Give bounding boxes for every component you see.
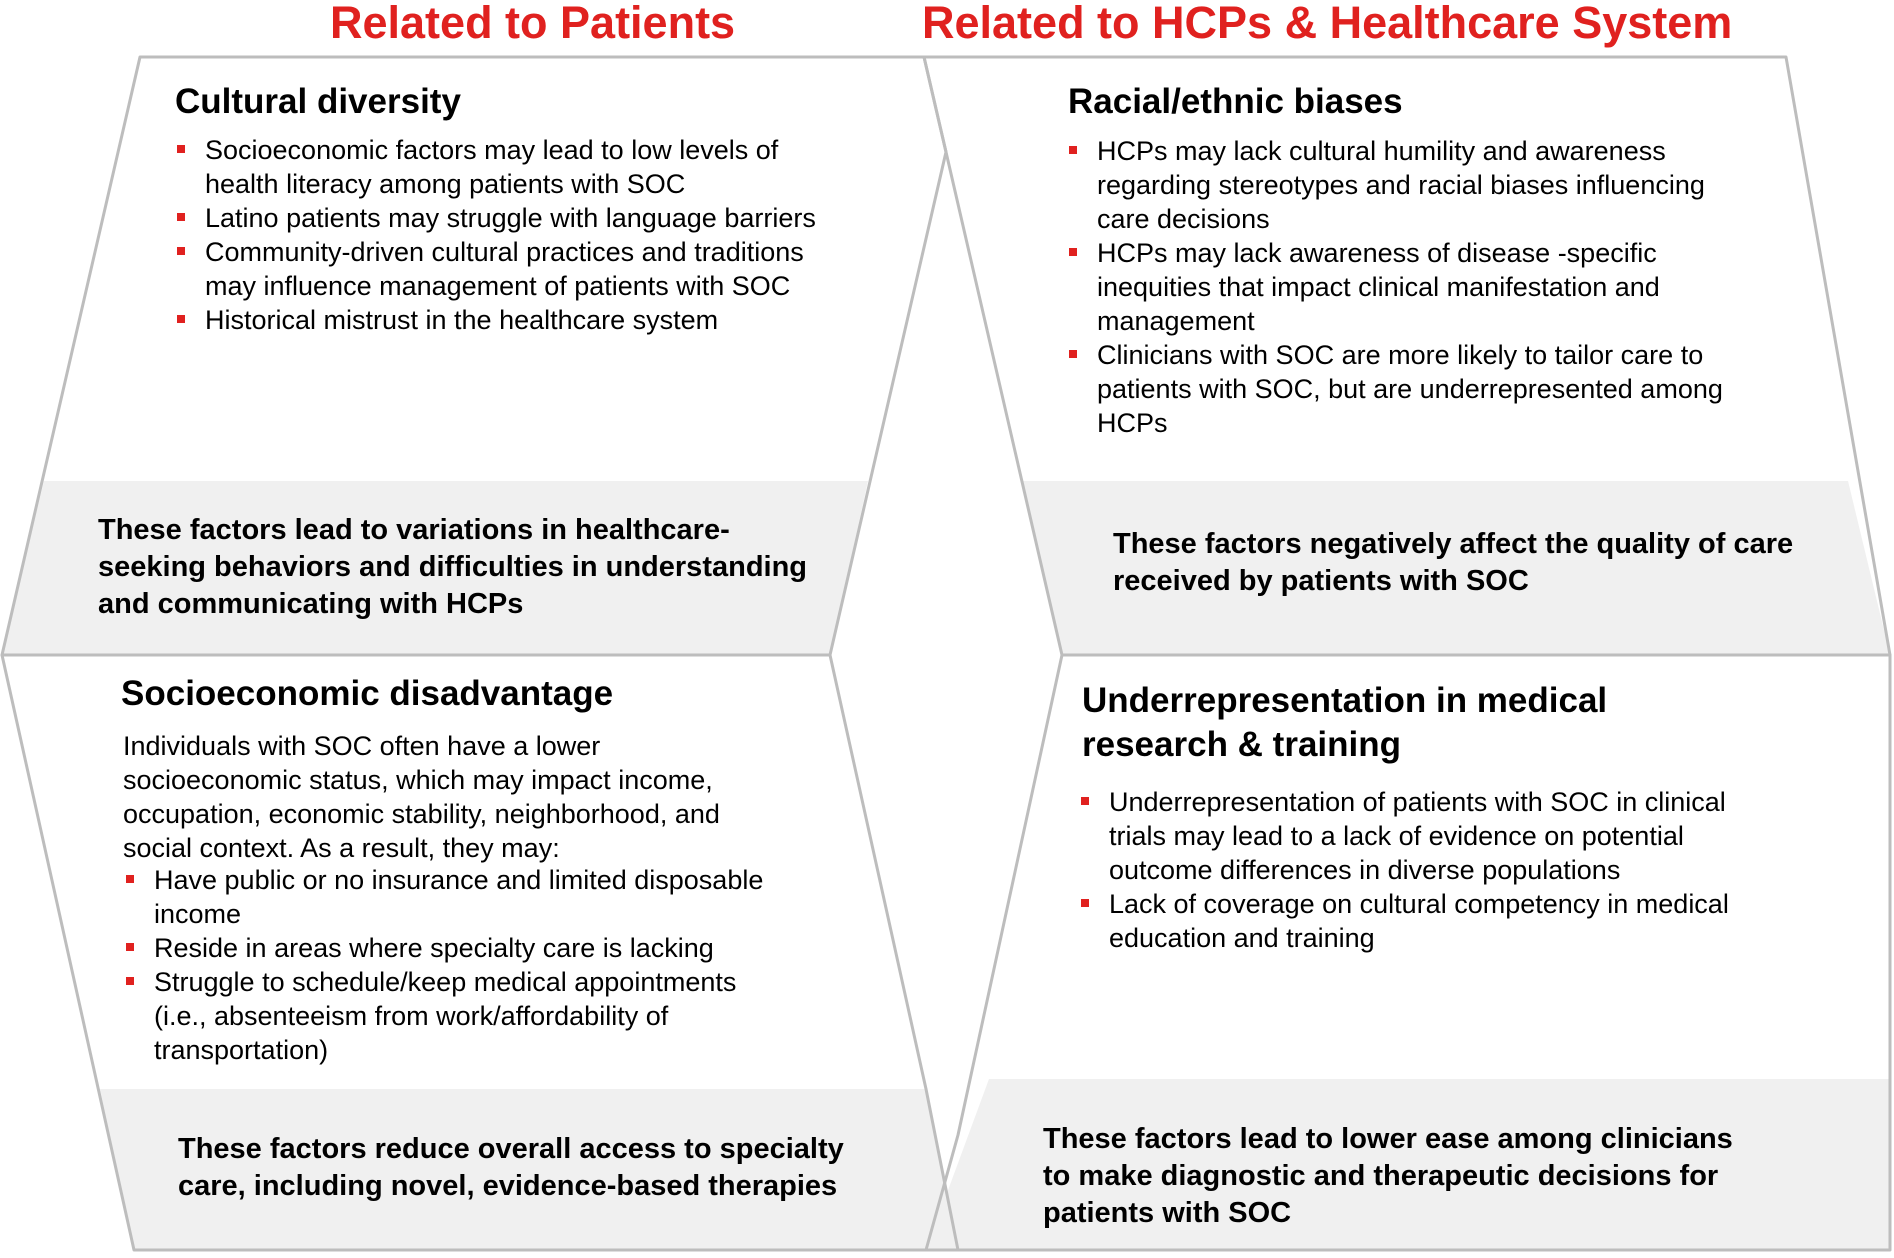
summary-socioeconomic-disadvantage: These factors reduce overall access to specialty care, including novel, evidence-based therapies [178, 1133, 844, 1202]
title-underrepresentation: Underrepresentation in medical research & training [1082, 681, 1608, 765]
bullet-item: Reside in areas where specialty care is lacking [124, 931, 784, 965]
bullet-item: Have public or no insurance and limited disposable income [124, 863, 784, 931]
bullet-list-racial-ethnic-biases [1067, 134, 1747, 440]
summary-underrepresentation: These factors lead to lower ease among clinicians to make diagnostic and therapeutic decisions for patients with SOC [1043, 1123, 1733, 1229]
bullet-list-cultural-diversity [175, 133, 855, 337]
bullet-item: Socioeconomic factors may lead to low levels of health literacy among patients with SOC [175, 133, 855, 201]
title-racial-ethnic-biases: Racial/ethnic biases [1068, 82, 1403, 121]
intro-socioeconomic-disadvantage: Individuals with SOC often have a lower socioeconomic status, which may impact income, occupation, economic stability, neighborhood, and social context. As a result, they may: [123, 731, 720, 863]
title-cultural-diversity: Cultural diversity [175, 82, 461, 121]
title-socioeconomic-disadvantage: Socioeconomic disadvantage [121, 674, 614, 713]
header-related-to-hcps: Related to HCPs & Healthcare System [922, 0, 1733, 48]
bullet-item: Historical mistrust in the healthcare system [175, 303, 855, 337]
bullet-item: HCPs may lack awareness of disease -specific inequities that impact clinical manifestation and management [1067, 236, 1747, 338]
bullet-list-socioeconomic-disadvantage [124, 863, 784, 1067]
bullet-item: Clinicians with SOC are more likely to tailor care to patients with SOC, but are underrepresented among HCPs [1067, 338, 1747, 440]
header-related-to-patients: Related to Patients [330, 0, 736, 48]
bullet-item: HCPs may lack cultural humility and awareness regarding stereotypes and racial biases influencing care decisions [1067, 134, 1747, 236]
bullet-item: Community-driven cultural practices and traditions may influence management of patients with SOC [175, 235, 855, 303]
bullet-item: Underrepresentation of patients with SOC in clinical trials may lead to a lack of evidence on potential outcome differences in diverse populations [1079, 785, 1769, 887]
bullet-item: Latino patients may struggle with language barriers [175, 201, 855, 235]
bullet-list-underrepresentation [1079, 785, 1769, 955]
bullet-item: Lack of coverage on cultural competency in medical education and training [1079, 887, 1769, 955]
summary-cultural-diversity: These factors lead to variations in healthcare-seeking behaviors and difficulties in understanding and communicating with HCPs [98, 514, 808, 620]
bullet-item: Struggle to schedule/keep medical appointments (i.e., absenteeism from work/affordability of transportation) [124, 965, 784, 1067]
summary-racial-ethnic-biases: These factors negatively affect the quality of care received by patients with SOC [1113, 528, 1794, 597]
